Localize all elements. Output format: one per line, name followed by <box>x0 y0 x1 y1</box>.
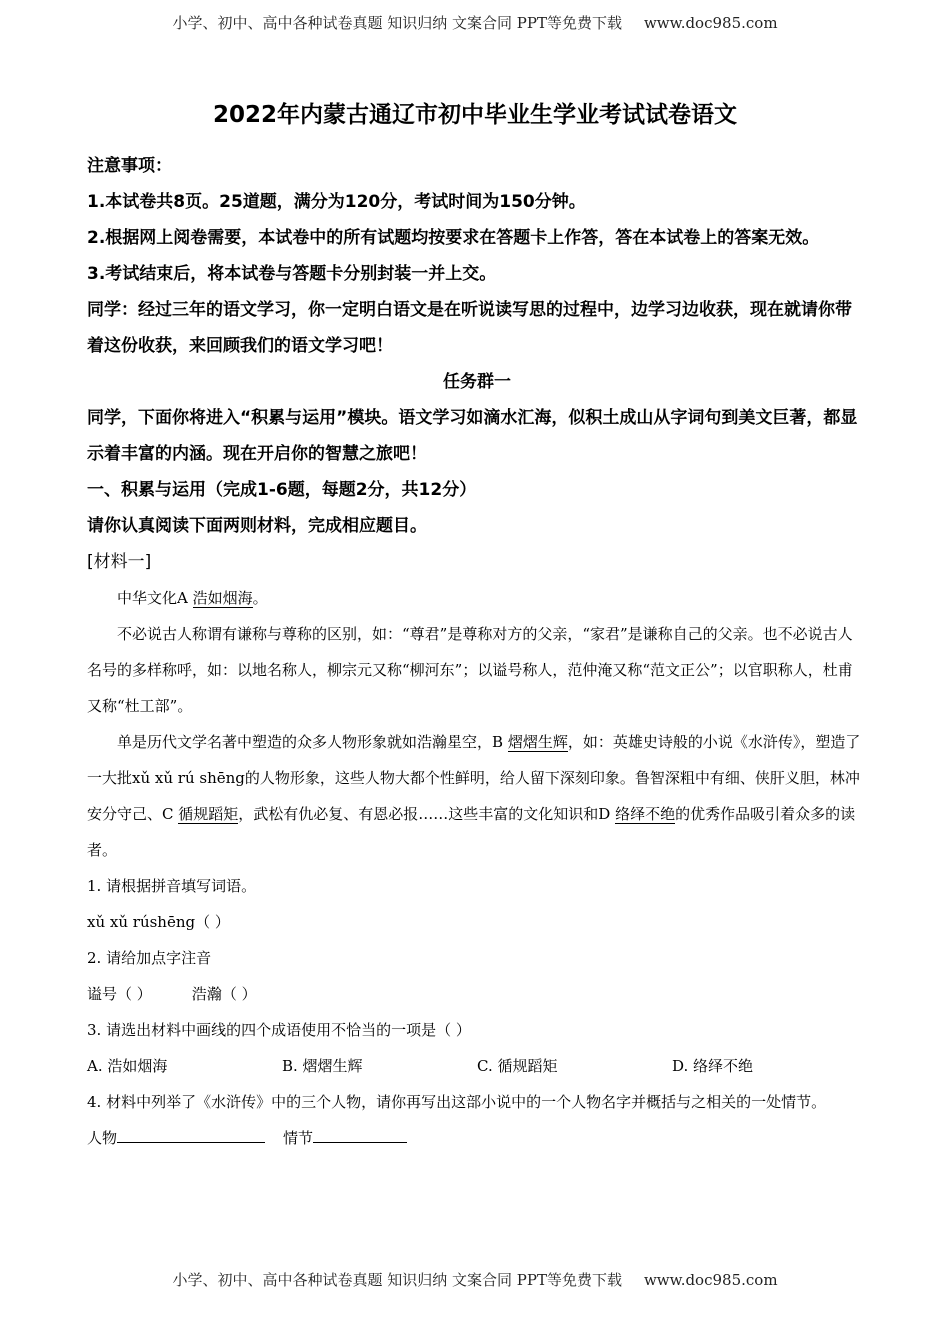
idiom-b: 熠熠生辉 <box>507 733 568 751</box>
question-2: 2. 请给加点字注音 <box>87 949 212 967</box>
footer-url[interactable]: www.doc985.com <box>643 1271 778 1289</box>
page-header <box>0 12 950 33</box>
header-url[interactable]: www.doc985.com <box>643 14 778 32</box>
instruction: 请你认真阅读下面两则材料，完成相应题目。 <box>87 516 427 536</box>
note-1: 1.本试卷共8页。25道题，满分为120分，考试时间为150分钟。 <box>87 192 586 212</box>
question-2-answers[interactable]: 谥号（ ） 浩瀚（ ） <box>87 985 257 1003</box>
note-2: 2.根据网上阅卷需要，本试卷中的所有试题均按要求在答题卡上作答，答在本试卷上的答案无效。 <box>87 228 820 248</box>
intro-text: 同学：经过三年的语文学习，你一定明白语文是在听说读写思的过程中，边学习边收获，现在就请你带着这份收获，来回顾我们的语文学习吧！ <box>87 300 852 356</box>
question-3-options <box>87 1048 867 1084</box>
task-intro: 同学，下面你将进入“积累与运用”模块。语文学习如滴水汇海，似积土成山从字词句到美文巨著，都显示着丰富的内涵。现在开启你的智慧之旅吧！ <box>87 408 858 464</box>
idiom-a: 浩如烟海 <box>192 589 253 607</box>
note-3: 3.考试结束后，将本试卷与答题卡分别封装一并上交。 <box>87 264 497 284</box>
material-paragraph-2: 不必说古人称谓有谦称与尊称的区别，如：“尊君”是尊称对方的父亲，“家君”是谦称自己的父亲。也不必说古人名号的多样称呼，如：以地名称人，柳宗元又称“柳河东”；以谥号称人，范仲淹又称“范文正公”；以官职称人，杜甫又称“杜工部”。 <box>87 625 853 715</box>
option-c[interactable]: C. 循规蹈矩 <box>477 1057 558 1075</box>
option-a[interactable]: A. 浩如烟海 <box>87 1057 168 1075</box>
section-heading: 一、积累与运用（完成1-6题，每题2分，共12分） <box>87 480 477 500</box>
document-body <box>87 148 867 1156</box>
dotted-char: 谥 <box>492 661 508 679</box>
question-4: 4. 材料中列举了《水浒传》中的三个人物，请你再写出这部小说中的一个人物名字并概括与之相关的一处情节。 <box>87 1093 827 1111</box>
plot-blank <box>313 1142 407 1143</box>
idiom-c: 循规蹈矩 <box>178 805 239 823</box>
dotted-char: 瀚 <box>432 733 448 751</box>
material-label: [材料一] <box>87 552 152 572</box>
footer-text: 小学、初中、高中各种试卷真题 知识归纳 文案合同 PPT等免费下载 <box>172 1271 622 1289</box>
question-4-answers[interactable]: 人物 情节 <box>87 1120 867 1156</box>
question-1: 1. 请根据拼音填写词语。 <box>87 877 257 895</box>
option-d[interactable]: D. 络绎不绝 <box>672 1057 754 1075</box>
person-blank <box>117 1142 265 1143</box>
question-3: 3. 请选出材料中画线的四个成语使用不恰当的一项是（ ） <box>87 1021 471 1039</box>
idiom-d: 络绎不绝 <box>615 805 676 823</box>
option-b[interactable]: B. 熠熠生辉 <box>282 1057 363 1075</box>
page-title: 2022年内蒙古通辽市初中毕业生学业考试试卷语文 <box>212 102 737 128</box>
notes-heading: 注意事项： <box>87 156 172 176</box>
question-1-answer[interactable]: xǔ xǔ rúshēng（ ） <box>87 913 230 931</box>
task-title: 任务群一 <box>443 372 511 392</box>
header-text: 小学、初中、高中各种试卷真题 知识归纳 文案合同 PPT等免费下载 <box>172 14 622 32</box>
material-paragraph-3: 单是历代文学名著中塑造的众多人物形象就如浩瀚星空，B 熠熠生辉，如：英雄史诗般的小说《水浒传》，塑造了一大批xǔ xǔ rú shēng的人物形象，这些人物大都个性鲜明，给人留下深刻印象。鲁智深粗中有细、侠肝义胆，林冲安分守己、C 循规蹈矩，武松有仇必复、有恩必报……这些丰富的文化知识和D 络绎不绝的优秀作品吸引着众多的读者。 <box>87 733 861 859</box>
material-paragraph-1: 中华文化A 浩如烟海。 <box>117 589 268 607</box>
page-footer <box>0 1269 950 1290</box>
